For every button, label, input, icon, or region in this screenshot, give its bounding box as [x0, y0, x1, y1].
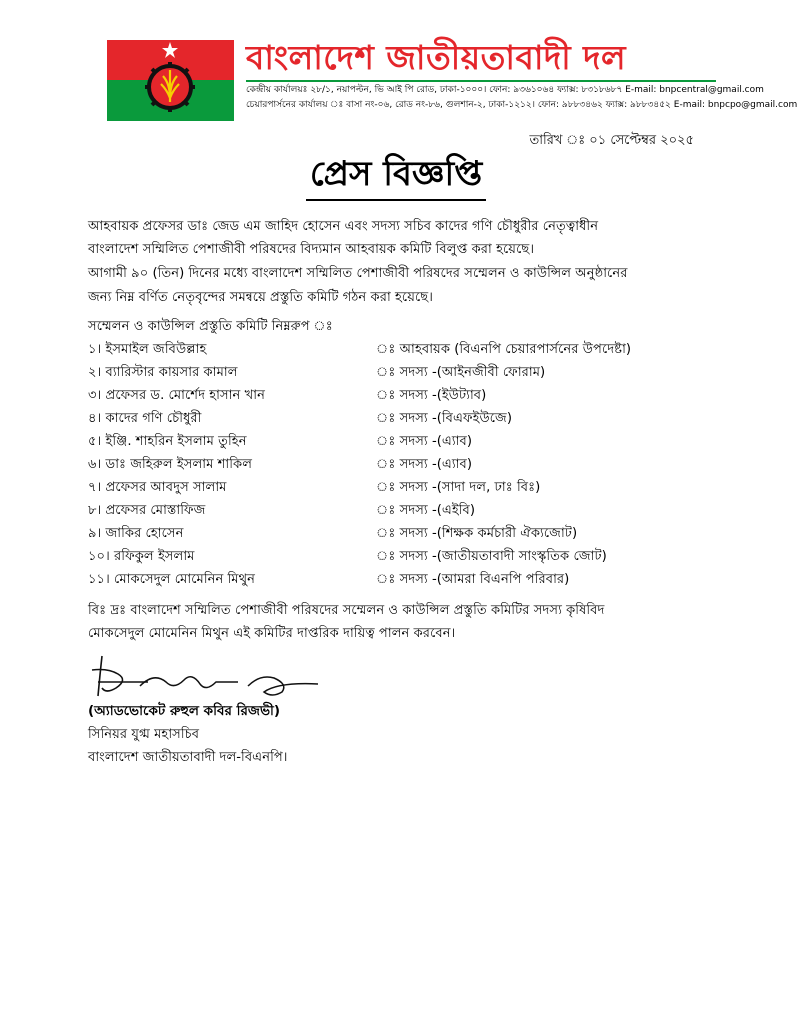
list-intro: সম্মেলন ও কাউন্সিল প্রস্তুতি কমিটি নিম্নরুপ ঃ	[88, 319, 333, 334]
member-role: ঃ সদস্য -(আমরা বিএনপি পরিবার)	[376, 572, 570, 587]
chairperson-office-address: চেয়ারপার্সনের কার্যালয় ঃ বাসা নং-০৬, রোড নং-৮৬, গুলশান-২, ঢাকা-১২১২। ফোন: ৯৮৮৩৪৬২ ফ্যাক্স: ৯৮৮৩৪৫২ E-mail: bnpcpo@gmail.com	[246, 100, 797, 110]
signatory-designation: সিনিয়র যুগ্ম মহাসচিব	[88, 727, 200, 742]
paragraph-line: আগামী ৯০ (তিন) দিনের মধ্যে বাংলাদেশ সম্মিলিত পেশাজীবী পরিষদের সম্মেলন ও কাউন্সিল অনুষ্ঠানের	[88, 266, 628, 281]
member-name: ১। ইসমাইল জবিউল্লাহ	[88, 342, 207, 357]
paragraph-line: বাংলাদেশ সম্মিলিত পেশাজীবী পরিষদের বিদ্যমান আহবায়ক কমিটি বিলুপ্ত করা হয়েছে।	[88, 242, 535, 257]
member-role: ঃ সদস্য -(এ্যাব)	[376, 434, 473, 449]
title-underline	[306, 199, 486, 201]
member-role: ঃ সদস্য -(জাতীয়তাবাদী সাংস্কৃতিক জোট)	[376, 549, 607, 564]
member-name: ৬। ডাঃ জহিরুল ইসলাম শাকিল	[88, 457, 253, 472]
member-role: ঃ সদস্য -(আইনজীবী ফোরাম)	[376, 365, 546, 380]
paragraph-line: জন্য নিম্ন বর্ণিত নেতৃবৃন্দের সমন্বয়ে প্রস্তুতি কমিটি গঠন করা হয়েছে।	[88, 290, 433, 305]
signatory-organization: বাংলাদেশ জাতীয়তাবাদী দল-বিএনপি।	[88, 750, 288, 765]
signature-image	[88, 652, 328, 702]
member-name: ৩। প্রফেসর ড. মোর্শেদ হাসান খান	[88, 388, 265, 403]
member-name: ৯। জাকির হোসেন	[88, 526, 184, 541]
member-name: ১০। রফিকুল ইসলাম	[88, 549, 195, 564]
member-role: ঃ সদস্য -(সাদা দল, ঢাঃ বিঃ)	[376, 480, 541, 495]
paragraph-line: আহবায়ক প্রফেসর ডাঃ জেড এম জাহিদ হোসেন এবং সদস্য সচিব কাদের গণি চৌধুরীর নেতৃত্বাধীন	[88, 219, 599, 234]
note-line: মোকসেদুল মোমেনিন মিথুন এই কমিটির দাপ্তরিক দায়িত্ব পালন করবেন।	[88, 626, 456, 641]
party-logo	[107, 40, 234, 121]
member-role: ঃ সদস্য -(এইবি)	[376, 503, 475, 518]
member-role: ঃ সদস্য -(এ্যাব)	[376, 457, 473, 472]
member-name: ৫। ইঞ্জি. শাহরিন ইসলাম তুহিন	[88, 434, 247, 449]
central-office-address: কেন্দ্রীয় কার্যালয়ঃ ২৮/১, নয়াপল্টন, ভি আই পি রোড, ঢাকা-১০০০। ফোন: ৯৩৬১০৬৪ ফ্যাক্স: ৮৩১৮৬৮৭ E-mail: bnpcentral@gmail.com	[246, 85, 764, 95]
member-role: ঃ আহবায়ক (বিএনপি চেয়ারপার্সনের উপদেষ্টা)	[376, 342, 632, 357]
member-name: ৭। প্রফেসর আবদুস সালাম	[88, 480, 227, 495]
member-role: ঃ সদস্য -(বিএফইউজে)	[376, 411, 512, 426]
member-name: ৪। কাদের গণি চৌধুরী	[88, 411, 202, 426]
member-name: ২। ব্যারিস্টার কায়সার কামাল	[88, 365, 238, 380]
header-divider	[246, 80, 716, 82]
note-line: বিঃ দ্রঃ বাংলাদেশ সম্মিলিত পেশাজীবী পরিষদের সম্মেলন ও কাউন্সিল প্রস্তুতি কমিটির সদস্য কৃষিবিদ	[88, 603, 605, 618]
member-role: ঃ সদস্য -(শিক্ষক কর্মচারী ঐক্যজোট)	[376, 526, 578, 541]
page-title: প্রেস বিজ্ঞপ্তি	[309, 154, 483, 194]
document-date: তারিখ ঃ ০১ সেপ্টেম্বর ২০২৫	[529, 133, 694, 148]
member-name: ৮। প্রফেসর মোস্তাফিজ	[88, 503, 206, 518]
member-role: ঃ সদস্য -(ইউট্যাব)	[376, 388, 487, 403]
member-name: ১১। মোকসেদুল মোমেনিন মিথুন	[88, 572, 256, 587]
signatory-name: (অ্যাডভোকেট রুহুল কবির রিজভী)	[88, 703, 281, 719]
party-name: বাংলাদেশ জাতীয়তাবাদী দল	[246, 38, 627, 77]
